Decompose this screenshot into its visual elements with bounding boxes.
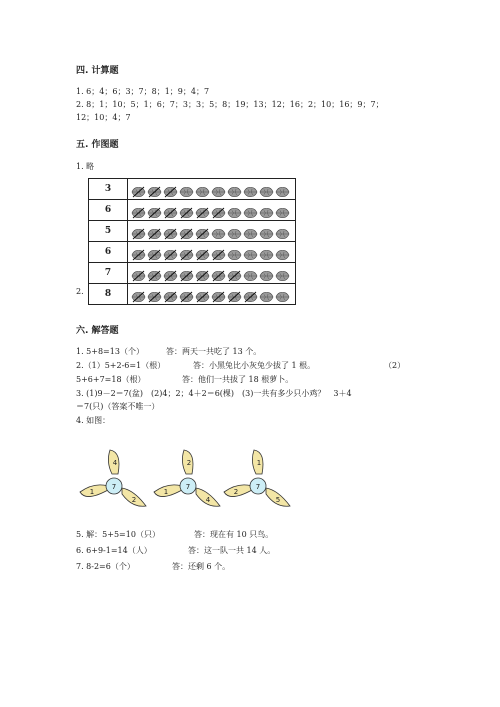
- crossed-leaf-icon: [211, 267, 226, 279]
- row-count-label: 5: [89, 221, 128, 242]
- leaf-row: [89, 200, 296, 221]
- leaf-row: [89, 263, 296, 284]
- leaf-icon: [243, 246, 258, 258]
- answer-6-equation: 6. 6+9-1=14（人）: [76, 546, 152, 555]
- answer-2-part-2: （2）: [384, 361, 406, 370]
- crossed-leaf-icon: [179, 288, 194, 300]
- crossed-leaf-icon: [211, 246, 226, 258]
- leaf-icon: [259, 183, 274, 195]
- crossed-leaf-icon: [179, 267, 194, 279]
- leaf-icon: [227, 204, 242, 216]
- pinwheel-left-number: 2: [233, 488, 239, 496]
- answer-1-equation: 1. 5+8=13（个）: [76, 347, 144, 356]
- answer-5-equation: 5. 解：5+5=10（只）: [76, 530, 160, 539]
- crossed-leaf-icon: [163, 183, 178, 195]
- leaf-icon: [211, 225, 226, 237]
- row-count-label: 6: [89, 200, 128, 221]
- crossed-leaf-icon: [211, 288, 226, 300]
- crossed-leaf-icon: [131, 288, 146, 300]
- pinwheel-right-number: 4: [205, 496, 211, 504]
- answer-7-text: 答：还剩 6 个。: [172, 562, 231, 571]
- leaf-icon: [275, 225, 290, 237]
- leaf-icon: [179, 183, 194, 195]
- answer-6-text: 答：这一队一共 14 人。: [188, 546, 276, 555]
- leaf-icon: [243, 225, 258, 237]
- pinwheel-figure: [76, 446, 156, 510]
- drawing-item-1: 1. 略: [76, 162, 95, 171]
- leaf-icon: [195, 183, 210, 195]
- leaf-icon: [259, 204, 274, 216]
- crossed-leaf-icon: [179, 204, 194, 216]
- leaf-icon: [259, 225, 274, 237]
- leaf-icon: [259, 288, 274, 300]
- pinwheel-left-number: 1: [89, 488, 95, 496]
- crossed-leaf-icon: [227, 288, 242, 300]
- crossed-leaf-icon: [163, 204, 178, 216]
- leaf-icon: [243, 183, 258, 195]
- pinwheel-center-number: 7: [185, 483, 191, 491]
- crossed-leaf-icon: [147, 225, 162, 237]
- answer-7-equation: 7. 8-2=6（个）: [76, 562, 135, 571]
- leaf-icon: [211, 183, 226, 195]
- section-4-title: 四. 计算题: [76, 66, 119, 76]
- pinwheel-center-number: 7: [111, 483, 117, 491]
- section-5-title: 五. 作图题: [76, 140, 119, 150]
- pinwheel-top-number: 1: [256, 459, 262, 467]
- leaf-icon: [259, 267, 274, 279]
- answer-1-text: 答：两天一共吃了 13 个。: [166, 347, 262, 356]
- leaf-icon: [227, 246, 242, 258]
- pinwheel-figure: [220, 446, 300, 510]
- crossed-leaf-icon: [243, 288, 258, 300]
- crossed-leaf-icon: [195, 204, 210, 216]
- row-count-label: 7: [89, 263, 128, 284]
- answer-2b-text: 答：他们一共拔了 18 根萝卜。: [182, 375, 294, 384]
- answer-4-label: 4. 如图：: [76, 416, 111, 425]
- leaf-icon: [243, 204, 258, 216]
- calc-answers-line-2: 2. 8；1；10；5；1；6；7；3；3；5；8；19；13；12；16；2；10；16；9；7；: [76, 100, 384, 109]
- answer-3-line-1: 3. (1)9－2＝7(盆) (2)4；2；4＋2＝6(棵) (3)一共有多少只小鸡？ 3＋4: [76, 389, 352, 398]
- leaf-row: [89, 242, 296, 263]
- crossed-leaf-icon: [131, 267, 146, 279]
- answer-2-equation: 2.（1）5+2-6=1（根）: [76, 361, 166, 370]
- answer-2-text: 答：小黑兔比小灰兔少拔了 1 根。: [193, 361, 316, 370]
- crossed-leaf-icon: [131, 225, 146, 237]
- leaf-icon: [275, 183, 290, 195]
- crossed-leaf-icon: [147, 183, 162, 195]
- crossed-leaf-icon: [195, 267, 210, 279]
- pinwheel-top-number: 4: [112, 459, 118, 467]
- leaf-icon: [227, 183, 242, 195]
- leaf-icon: [275, 204, 290, 216]
- leaf-icon: [275, 267, 290, 279]
- leaf-row: [89, 284, 296, 305]
- crossed-leaf-icon: [131, 246, 146, 258]
- section-6-title: 六. 解答题: [76, 326, 119, 336]
- pinwheel-center-number: 7: [255, 483, 261, 491]
- crossed-leaf-icon: [147, 288, 162, 300]
- crossed-leaf-icon: [147, 204, 162, 216]
- drawing-item-2: 2.: [76, 287, 84, 296]
- leaf-icon: [227, 225, 242, 237]
- crossed-leaf-icon: [163, 288, 178, 300]
- pinwheel-right-number: 2: [131, 496, 137, 504]
- row-count-label: 3: [89, 179, 128, 200]
- crossed-leaf-icon: [195, 225, 210, 237]
- crossed-leaf-icon: [163, 267, 178, 279]
- crossed-leaf-icon: [227, 267, 242, 279]
- crossed-leaf-icon: [195, 288, 210, 300]
- pinwheel-left-number: 1: [163, 488, 169, 496]
- crossed-leaf-icon: [211, 204, 226, 216]
- leaf-row: [89, 179, 296, 200]
- crossed-leaf-icon: [147, 267, 162, 279]
- answer-5-text: 答：现在有 10 只鸟。: [194, 530, 274, 539]
- crossed-leaf-icon: [131, 183, 146, 195]
- crossed-leaf-icon: [147, 246, 162, 258]
- pinwheel-right-number: 5: [275, 496, 281, 504]
- pinwheel-top-number: 2: [186, 459, 192, 467]
- row-count-label: 8: [89, 284, 128, 305]
- crossed-leaf-icon: [131, 204, 146, 216]
- leaf-icon: [275, 288, 290, 300]
- crossed-leaf-icon: [179, 246, 194, 258]
- calc-answers-line-1: 1. 6；4；6；3；7；8；1；9；4；7: [76, 87, 210, 96]
- answer-3-line-2: ＝7(只)（答案不唯一）: [76, 402, 160, 411]
- pinwheel-figure: [150, 446, 230, 510]
- crossed-leaf-icon: [195, 246, 210, 258]
- crossed-leaf-icon: [179, 225, 194, 237]
- leaf-row: [89, 221, 296, 242]
- leaf-icon: [243, 267, 258, 279]
- leaf-icon: [259, 246, 274, 258]
- calc-answers-line-3: 12；10；4；7: [76, 113, 131, 122]
- leaf-count-table: [88, 178, 296, 305]
- leaf-icon: [275, 246, 290, 258]
- answer-2b-equation: 5+6+7=18（根）: [76, 375, 146, 384]
- crossed-leaf-icon: [163, 225, 178, 237]
- row-count-label: 6: [89, 242, 128, 263]
- crossed-leaf-icon: [163, 246, 178, 258]
